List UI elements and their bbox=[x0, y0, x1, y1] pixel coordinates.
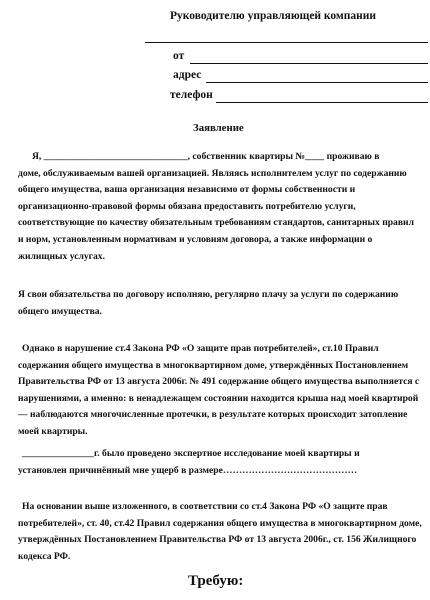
phone-label: телефон bbox=[170, 89, 213, 101]
from-blank-line bbox=[190, 63, 428, 64]
paragraph-intro bbox=[18, 149, 418, 265]
addressee-blank-line bbox=[145, 42, 428, 43]
from-label: от bbox=[173, 50, 185, 62]
paragraph-line: установлен причинённый мне ущерб в размере…………………………………… bbox=[18, 464, 358, 476]
addressee-line: Руководителю управляющей компании bbox=[170, 10, 377, 22]
paragraph-line: — наблюдаются многочисленные протечки, в результате которых происходит затопление bbox=[18, 409, 408, 421]
paragraph-line: жилищных услугах. bbox=[18, 250, 105, 262]
paragraph-line: _______________г. было проведено экспертное исследование моей квартиры и bbox=[22, 448, 360, 459]
paragraph-line: содержания общего имущества в многоквартирном доме, утверждённых Постановлением bbox=[18, 359, 409, 371]
phone-blank-line bbox=[216, 102, 428, 103]
paragraph-line: общего имущества, ваша организация независимо от формы собственности и bbox=[18, 184, 356, 196]
paragraph-line: нарушениями, а именно: в ненадлежащем состоянии находится крыша над моей квартирой bbox=[18, 392, 419, 404]
document-title: Заявление bbox=[193, 122, 244, 134]
address-blank-line bbox=[206, 82, 428, 83]
paragraph-line: общего имущества. bbox=[18, 305, 102, 317]
paragraph-line: На основании выше изложенного, в соответствии со ст.4 Закона РФ «О защите прав bbox=[22, 501, 388, 512]
paragraph-line: Правительства РФ от 13 августа 2006г. № 491 содержание общего имущества выполняется с bbox=[18, 376, 420, 388]
paragraph-line: моей квартиры. bbox=[18, 425, 88, 437]
paragraph-line: потребителей», ст. 40, ст.42 Правил содержания общего имущества в многоквартирном доме, bbox=[18, 517, 422, 529]
paragraph-line: Однако в нарушение ст.4 Закона РФ «О защите прав потребителей», ст.10 Правил bbox=[22, 343, 379, 354]
address-label: адрес bbox=[173, 69, 202, 81]
paragraph-legal-basis bbox=[18, 499, 422, 565]
demand-heading: Требую: bbox=[188, 573, 244, 589]
paragraph-line: Я, ______________________________, собственник квартиры №____ проживаю в bbox=[32, 151, 380, 162]
paragraph-violation bbox=[18, 341, 418, 441]
paragraph-line: кодекса РФ. bbox=[18, 550, 71, 562]
paragraph-line: соответствующие по качеству обязательным требованиям стандартов, санитарных правил bbox=[18, 217, 414, 229]
paragraph-line: доме, обслуживаемым вашей организацией. Являясь исполнителем услуг по содержанию bbox=[18, 167, 407, 179]
paragraph-obligations bbox=[18, 287, 418, 320]
paragraph-line: организационно-правовой формы обязана предоставить потребителю услуги, bbox=[18, 200, 356, 212]
paragraph-damage bbox=[18, 446, 418, 479]
paragraph-line: Я свои обязательства по договору исполняю, регулярно плачу за услуги по содержанию bbox=[18, 289, 399, 300]
paragraph-line: утверждённых Постановлением Правительства РФ от 13 августа 2006г., ст. 156 Жилищного bbox=[18, 534, 417, 546]
paragraph-line: и норм, установленным нормативам и условиям договора, а также информации о bbox=[18, 233, 373, 245]
